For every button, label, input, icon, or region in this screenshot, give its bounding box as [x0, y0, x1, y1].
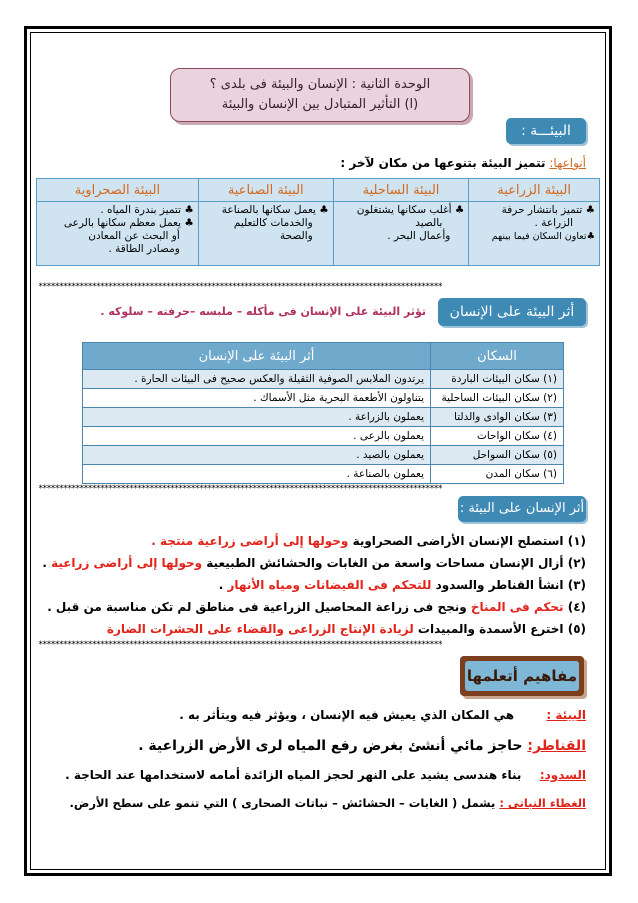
- concepts-title: مفاهيم أتعلمها: [465, 661, 579, 691]
- list-item: [47, 600, 586, 614]
- cell-industrial: [198, 202, 333, 266]
- cell-line: ♣ أغلب سكانها يشتغلون: [356, 204, 465, 216]
- environment-table-body: [37, 202, 600, 266]
- concept-term: السدود:: [539, 768, 586, 782]
- table-row: [83, 370, 564, 389]
- effect-cell: يعملون بالصيد .: [83, 446, 431, 465]
- lesson-title: (ا) التأثير المتبادل بين الإنسان والبيئة: [221, 97, 419, 112]
- cell-line: أو البحث عن المعادن: [88, 230, 180, 242]
- concepts-tab: [460, 656, 584, 696]
- item-tail: ونجح فى زراعة المحاصيل الزراعية فى مناطق لم تكن مناسبة من قبل .: [47, 600, 471, 614]
- cell-line: بالصيد: [415, 217, 443, 229]
- environment-table-header: [37, 179, 600, 202]
- effect-cell: يتناولون الأطعمة البحرية مثل الأسماك .: [83, 389, 431, 408]
- types-label: أنواعها:: [549, 156, 586, 170]
- list-item: [107, 622, 586, 636]
- header-effect: أثر البيئة على الإنسان: [83, 343, 431, 370]
- cell-line: والخدمات كالتعليم: [233, 217, 313, 229]
- header-agricultural: البيئة الزراعية: [469, 179, 600, 202]
- item-text: (١) استصلح الإنسان الأراضى الصحراوية: [348, 534, 586, 548]
- cell-line: ومصادر الطاقة .: [108, 243, 180, 255]
- concept-item: [138, 738, 586, 754]
- separator-stars: **************************************************************************************************: [38, 484, 442, 494]
- unit-title-box: [170, 68, 470, 122]
- env-on-human-tab: [438, 298, 586, 326]
- concept-item: [65, 768, 586, 782]
- cell-line: ♣ تتميز بانتشار حرفة: [501, 204, 595, 216]
- population-cell: (٢) سكان البيئات الساحلية: [431, 389, 564, 408]
- concept-term: البيئة :: [546, 708, 586, 722]
- cell-agricultural: [469, 202, 600, 266]
- list-item: [219, 578, 586, 592]
- separator-stars: **************************************************************************************************: [38, 640, 442, 650]
- population-effect-table: [82, 342, 564, 484]
- population-cell: (٦) سكان المدن: [431, 465, 564, 484]
- item-text: (٣) انشأ القناطر والسدود: [431, 578, 586, 592]
- table-row: [83, 465, 564, 484]
- cell-line: ♣ يعمل سكانها بالصناعة: [221, 204, 329, 216]
- population-cell: (١) سكان البيئات الباردة: [431, 370, 564, 389]
- cell-line: ♣تعاون السكان فيما بينهم: [491, 231, 595, 242]
- item-text: (٤): [563, 600, 586, 614]
- cell-line: الزراعة .: [534, 217, 573, 229]
- population-cell: (٣) سكان الوادى والدلتا: [431, 408, 564, 427]
- concept-item: [179, 708, 586, 722]
- unit-title: الوحدة الثانية : الإنسان والبيئة فى بلدى ؟: [209, 77, 431, 92]
- separator-stars: **************************************************************************************************: [38, 282, 442, 292]
- concept-term: الغطاء النباتى :: [499, 796, 586, 810]
- population-cell: (٤) سكان الواحات: [431, 427, 564, 446]
- header-industrial: البيئة الصناعية: [198, 179, 333, 202]
- table-row: [83, 408, 564, 427]
- header-coastal: البيئة الساحلية: [333, 179, 469, 202]
- item-text: (٢) أزال الإنسان مساحات واسعة من الغابات والحشائش الطبيعية: [202, 556, 586, 570]
- item-text: (٥) اخترع الأسمدة والمبيدات: [413, 622, 586, 636]
- cell-line: والصحة: [279, 230, 313, 242]
- cell-line: ♣ تتميز بندرة المياه .: [100, 204, 194, 216]
- environment-heading-tab: [506, 118, 586, 144]
- effect-cell: يرتدون الملابس الصوفية الثقيلة والعكس صحيح فى البيئات الحارة .: [83, 370, 431, 389]
- environment-types-table: [36, 178, 600, 266]
- cell-coastal: [333, 202, 469, 266]
- concept-definition: بناء هندسى يشيد على النهر لحجز المياه الزائدة أمامه لاستخدامها عند الحاجة .: [65, 768, 522, 782]
- cell-line: ♣ يعمل معظم سكانها بالرعى: [63, 217, 194, 229]
- environment-heading: البيئـــة :: [521, 123, 571, 139]
- cell-desert: [37, 202, 199, 266]
- item-tail: .: [218, 578, 228, 592]
- item-highlight: للتحكم فى الفيضانات ومياه الأنهار: [227, 578, 432, 592]
- concept-item: [69, 796, 586, 810]
- list-item: [42, 556, 586, 570]
- item-highlight: وحولها إلى أراضى زراعية منتجة .: [151, 534, 349, 548]
- item-highlight: لزيادة الإنتاج الزراعى والقضاء على الحشرات الضارة: [106, 622, 414, 636]
- population-table-header: [83, 343, 564, 370]
- item-tail: .: [42, 556, 52, 570]
- human-on-env-tab: [458, 496, 586, 522]
- human-on-env-title: أثر الإنسان على البيئة :: [459, 501, 585, 516]
- concept-term: القناطر:: [527, 738, 586, 754]
- list-item: [151, 534, 586, 548]
- concept-definition: هي المكان الذي يعيش فيه الإنسان ، ويؤثر فيه ويتأثر به .: [179, 708, 515, 722]
- types-text: تتميز البيئة بتنوعها من مكان لآخر :: [340, 156, 546, 170]
- concept-definition: حاجز مائي أنشئ بغرض رفع المياه لرى الأرض الزراعية .: [138, 738, 523, 754]
- concept-definition: يشمل ( الغابات – الحشائش – نباتات الصحارى ) التي تنمو على سطح الأرض.: [69, 796, 496, 810]
- item-highlight: وحولها إلى أراضى زراعية: [51, 556, 203, 570]
- env-on-human-text: تؤثر البيئة على الإنسان فى مأكله – ملبسه –حرفته – سلوكه .: [100, 305, 426, 318]
- population-cell: (٥) سكان السواحل: [431, 446, 564, 465]
- table-row: [83, 389, 564, 408]
- effect-cell: يعملون بالصناعة .: [83, 465, 431, 484]
- header-population: السكان: [431, 343, 564, 370]
- types-line: [340, 156, 586, 170]
- cell-line: وأعمال البحر .: [387, 230, 451, 242]
- header-desert: البيئة الصحراوية: [37, 179, 199, 202]
- env-on-human-title: أثر البيئة على الإنسان: [449, 304, 575, 320]
- effect-cell: يعملون بالرعى .: [83, 427, 431, 446]
- effect-cell: يعملون بالزراعة .: [83, 408, 431, 427]
- table-row: [83, 427, 564, 446]
- item-highlight: تحكم فى المناخ: [470, 600, 564, 614]
- table-row: [83, 446, 564, 465]
